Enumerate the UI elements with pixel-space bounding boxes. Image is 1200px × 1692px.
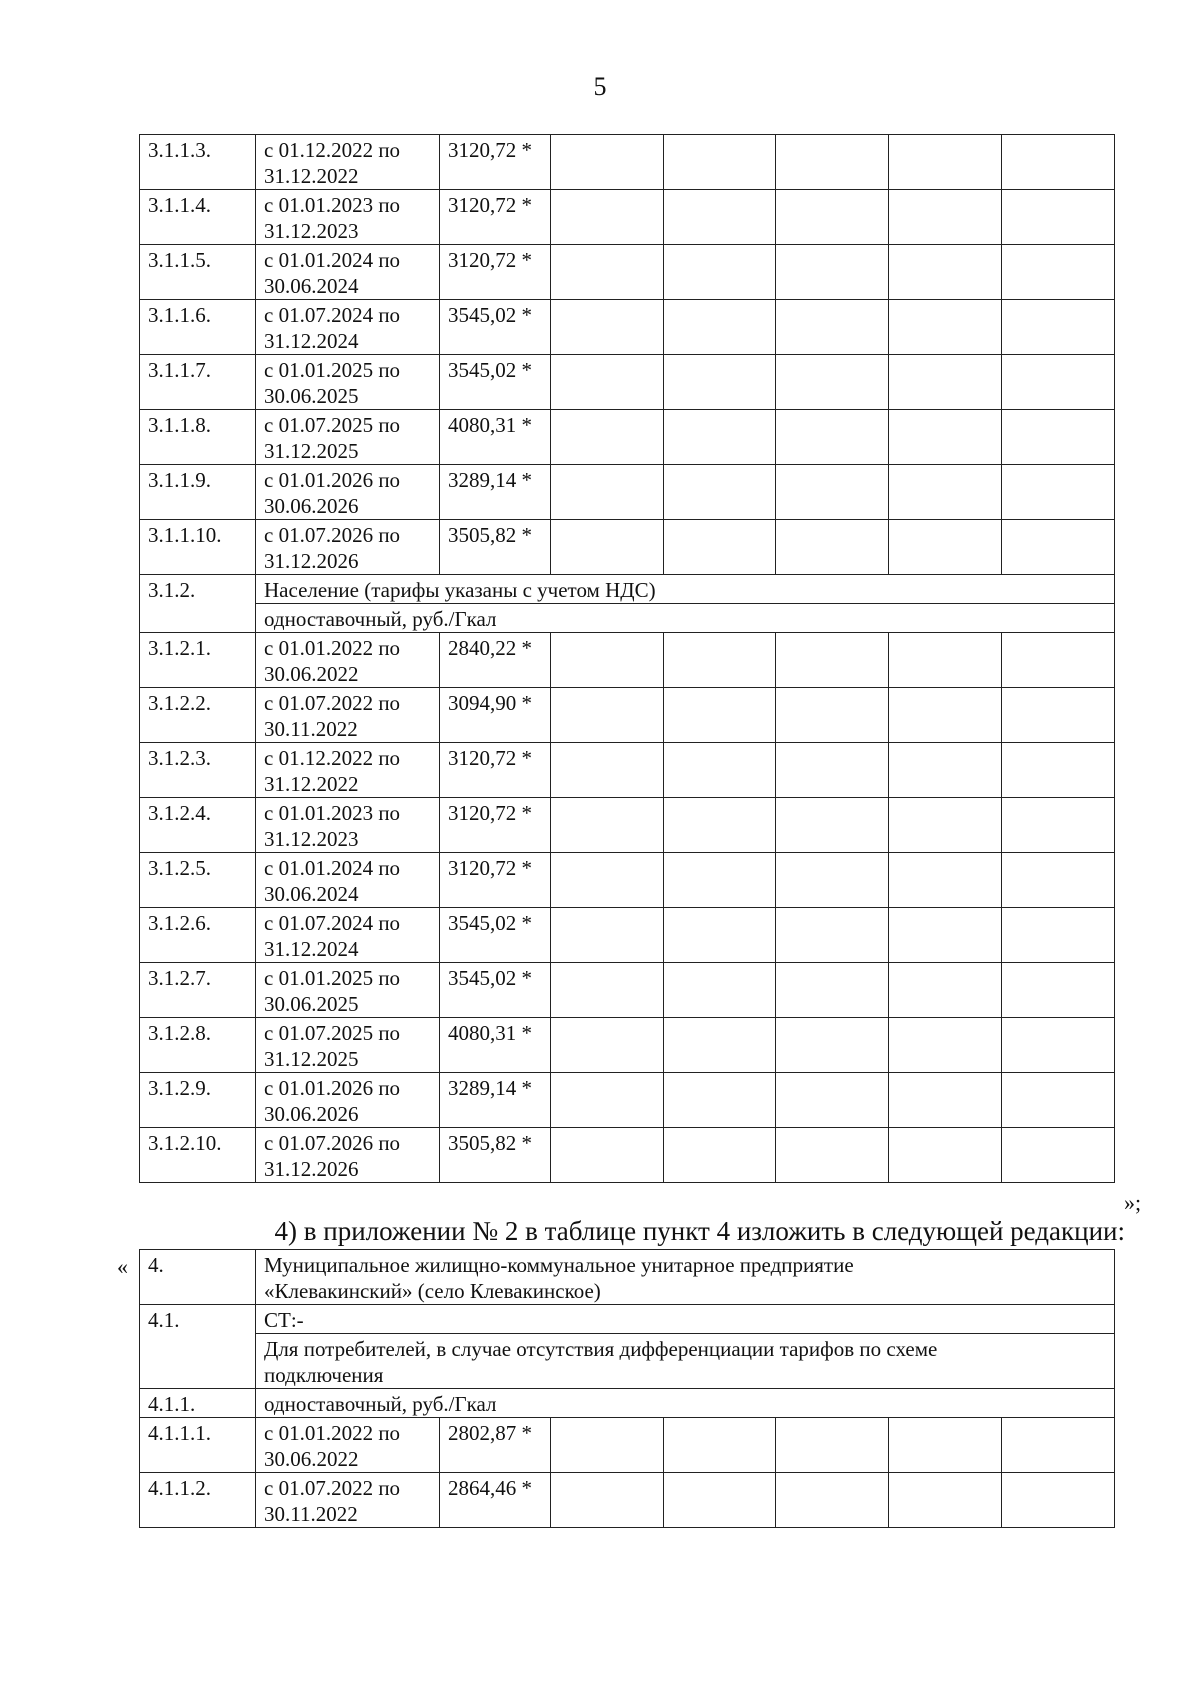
- empty-cell: [664, 135, 776, 190]
- empty-cell: [889, 355, 1002, 410]
- table-row: [140, 1073, 1115, 1128]
- empty-cell: [551, 190, 664, 245]
- tariff-value-cell: 3545,02 *: [440, 300, 551, 355]
- empty-cell: [1002, 1473, 1115, 1528]
- period-cell: с 01.12.2022 по 31.12.2022: [256, 135, 440, 190]
- period-cell: с 01.01.2024 по 30.06.2024: [256, 853, 440, 908]
- empty-cell: [889, 963, 1002, 1018]
- period-cell: с 01.07.2026 по 31.12.2026: [256, 520, 440, 575]
- empty-cell: [889, 798, 1002, 853]
- empty-cell: [551, 465, 664, 520]
- item-number-cell: 3.1.1.4.: [140, 190, 256, 245]
- table-row: [140, 410, 1115, 465]
- tariff-table-section-4: [139, 1249, 1115, 1528]
- tariff-value-cell: 2840,22 *: [440, 633, 551, 688]
- period-cell: с 01.01.2023 по 31.12.2023: [256, 798, 440, 853]
- period-cell: с 01.01.2022 по 30.06.2022: [256, 1418, 440, 1473]
- empty-cell: [551, 963, 664, 1018]
- tariff-value-cell: 4080,31 *: [440, 1018, 551, 1073]
- tariff-value-cell: 3505,82 *: [440, 520, 551, 575]
- table-row: [140, 575, 1115, 604]
- empty-cell: [551, 300, 664, 355]
- item-number-cell: 3.1.2.6.: [140, 908, 256, 963]
- tariff-value-cell: 3094,90 *: [440, 688, 551, 743]
- empty-cell: [1002, 410, 1115, 465]
- item-number-cell: 3.1.1.9.: [140, 465, 256, 520]
- empty-cell: [889, 1473, 1002, 1528]
- empty-cell: [776, 908, 889, 963]
- tariff-value-cell: 3289,14 *: [440, 465, 551, 520]
- item-number-cell: 3.1.2.1.: [140, 633, 256, 688]
- tariff-value-cell: 2864,46 *: [440, 1473, 551, 1528]
- empty-cell: [889, 1418, 1002, 1473]
- empty-cell: [664, 1473, 776, 1528]
- period-cell: с 01.01.2024 по 30.06.2024: [256, 245, 440, 300]
- empty-cell: [551, 245, 664, 300]
- empty-cell: [1002, 520, 1115, 575]
- item-number-cell: 4.1.: [140, 1305, 256, 1389]
- section-heading-cell: Муниципальное жилищно-коммунальное унитарное предприятие «Клевакинский» (село Клевакинское): [256, 1250, 1115, 1305]
- empty-cell: [1002, 465, 1115, 520]
- item-number-cell: 3.1.1.6.: [140, 300, 256, 355]
- empty-cell: [664, 853, 776, 908]
- table-row: [140, 1018, 1115, 1073]
- empty-cell: [551, 135, 664, 190]
- empty-cell: [664, 465, 776, 520]
- empty-cell: [776, 1018, 889, 1073]
- empty-cell: [551, 1018, 664, 1073]
- item-number-cell: 4.: [140, 1250, 256, 1305]
- item-number-cell: 3.1.2.4.: [140, 798, 256, 853]
- tariff-value-cell: 3545,02 *: [440, 355, 551, 410]
- period-cell: с 01.07.2024 по 31.12.2024: [256, 908, 440, 963]
- empty-cell: [551, 743, 664, 798]
- empty-cell: [1002, 1418, 1115, 1473]
- item-number-cell: 3.1.2.10.: [140, 1128, 256, 1183]
- item-number-cell: 3.1.1.5.: [140, 245, 256, 300]
- table-row: [140, 1334, 1115, 1389]
- table-row: [140, 465, 1115, 520]
- empty-cell: [776, 853, 889, 908]
- empty-cell: [889, 1073, 1002, 1128]
- empty-cell: [889, 1128, 1002, 1183]
- period-cell: с 01.01.2025 по 30.06.2025: [256, 355, 440, 410]
- table-row: [140, 300, 1115, 355]
- item-number-cell: 3.1.1.7.: [140, 355, 256, 410]
- table-row: [140, 633, 1115, 688]
- item-number-cell: 3.1.2.7.: [140, 963, 256, 1018]
- empty-cell: [551, 1473, 664, 1528]
- empty-cell: [1002, 245, 1115, 300]
- item-number-cell: 3.1.1.8.: [140, 410, 256, 465]
- empty-cell: [776, 245, 889, 300]
- table-row: [140, 963, 1115, 1018]
- empty-cell: [776, 465, 889, 520]
- table-row: [140, 1305, 1115, 1334]
- empty-cell: [551, 355, 664, 410]
- empty-cell: [664, 410, 776, 465]
- item-number-cell: 3.1.2.: [140, 575, 256, 633]
- empty-cell: [889, 190, 1002, 245]
- tariff-value-cell: 3120,72 *: [440, 245, 551, 300]
- period-cell: с 01.07.2022 по 30.11.2022: [256, 1473, 440, 1528]
- period-cell: с 01.07.2024 по 31.12.2024: [256, 300, 440, 355]
- empty-cell: [776, 1418, 889, 1473]
- period-cell: с 01.12.2022 по 31.12.2022: [256, 743, 440, 798]
- empty-cell: [664, 245, 776, 300]
- empty-cell: [776, 300, 889, 355]
- item-number-cell: 3.1.2.2.: [140, 688, 256, 743]
- empty-cell: [551, 1418, 664, 1473]
- empty-cell: [664, 1128, 776, 1183]
- empty-cell: [776, 1073, 889, 1128]
- period-cell: с 01.07.2025 по 31.12.2025: [256, 1018, 440, 1073]
- empty-cell: [664, 633, 776, 688]
- period-cell: с 01.01.2026 по 30.06.2026: [256, 1073, 440, 1128]
- table-row: [140, 1389, 1115, 1418]
- empty-cell: [776, 963, 889, 1018]
- item-number-cell: 4.1.1.2.: [140, 1473, 256, 1528]
- tariff-value-cell: 3289,14 *: [440, 1073, 551, 1128]
- empty-cell: [776, 1473, 889, 1528]
- item-number-cell: 4.1.1.: [140, 1389, 256, 1418]
- empty-cell: [776, 410, 889, 465]
- tariff-value-cell: 3120,72 *: [440, 190, 551, 245]
- empty-cell: [1002, 1128, 1115, 1183]
- empty-cell: [664, 908, 776, 963]
- opening-quote-mark: «: [117, 1254, 128, 1279]
- empty-cell: [889, 300, 1002, 355]
- tariff-value-cell: 3120,72 *: [440, 853, 551, 908]
- empty-cell: [1002, 908, 1115, 963]
- empty-cell: [664, 520, 776, 575]
- empty-cell: [664, 1418, 776, 1473]
- item-number-cell: 3.1.1.10.: [140, 520, 256, 575]
- tariff-value-cell: 3545,02 *: [440, 963, 551, 1018]
- empty-cell: [1002, 798, 1115, 853]
- table-row: [140, 688, 1115, 743]
- empty-cell: [1002, 1018, 1115, 1073]
- empty-cell: [551, 1128, 664, 1183]
- empty-cell: [889, 853, 1002, 908]
- empty-cell: [776, 633, 889, 688]
- empty-cell: [889, 465, 1002, 520]
- tariff-value-cell: 3120,72 *: [440, 135, 551, 190]
- empty-cell: [889, 135, 1002, 190]
- period-cell: с 01.07.2026 по 31.12.2026: [256, 1128, 440, 1183]
- item-number-cell: 3.1.1.3.: [140, 135, 256, 190]
- empty-cell: [889, 633, 1002, 688]
- empty-cell: [889, 743, 1002, 798]
- empty-cell: [551, 1073, 664, 1128]
- empty-cell: [1002, 853, 1115, 908]
- empty-cell: [889, 908, 1002, 963]
- empty-cell: [551, 908, 664, 963]
- empty-cell: [664, 300, 776, 355]
- item-number-cell: 3.1.2.9.: [140, 1073, 256, 1128]
- tariff-value-cell: 2802,87 *: [440, 1418, 551, 1473]
- empty-cell: [776, 743, 889, 798]
- period-cell: с 01.01.2026 по 30.06.2026: [256, 465, 440, 520]
- empty-cell: [889, 1018, 1002, 1073]
- empty-cell: [776, 688, 889, 743]
- empty-cell: [664, 1018, 776, 1073]
- empty-cell: [1002, 1073, 1115, 1128]
- empty-cell: [1002, 355, 1115, 410]
- empty-cell: [551, 798, 664, 853]
- empty-cell: [551, 633, 664, 688]
- section-heading-cell: СТ:-: [256, 1305, 1115, 1334]
- table-row: [140, 1128, 1115, 1183]
- empty-cell: [664, 355, 776, 410]
- empty-cell: [1002, 135, 1115, 190]
- item-number-cell: 3.1.2.8.: [140, 1018, 256, 1073]
- empty-cell: [551, 688, 664, 743]
- table-row: [140, 135, 1115, 190]
- section-heading-cell: одноставочный, руб./Гкал: [256, 1389, 1115, 1418]
- empty-cell: [776, 190, 889, 245]
- empty-cell: [776, 798, 889, 853]
- instruction-text: 4) в приложении № 2 в таблице пункт 4 изложить в следующей редакции:: [274, 1216, 1125, 1246]
- table-row: [140, 908, 1115, 963]
- table-row: [140, 743, 1115, 798]
- empty-cell: [889, 245, 1002, 300]
- empty-cell: [889, 520, 1002, 575]
- closing-quote-mark: »;: [1124, 1190, 1142, 1215]
- empty-cell: [551, 410, 664, 465]
- tariff-value-cell: 3120,72 *: [440, 743, 551, 798]
- empty-cell: [551, 520, 664, 575]
- item-number-cell: 4.1.1.1.: [140, 1418, 256, 1473]
- table-row: [140, 190, 1115, 245]
- empty-cell: [776, 355, 889, 410]
- empty-cell: [664, 798, 776, 853]
- empty-cell: [889, 688, 1002, 743]
- tariff-value-cell: 4080,31 *: [440, 410, 551, 465]
- table-row: [140, 245, 1115, 300]
- page-number: 5: [593, 72, 607, 101]
- empty-cell: [1002, 300, 1115, 355]
- period-cell: с 01.01.2023 по 31.12.2023: [256, 190, 440, 245]
- empty-cell: [1002, 743, 1115, 798]
- tariff-table-section-3: [139, 134, 1115, 1183]
- empty-cell: [664, 743, 776, 798]
- table-row: [140, 355, 1115, 410]
- table-row: [140, 1473, 1115, 1528]
- empty-cell: [776, 520, 889, 575]
- table-row: [140, 798, 1115, 853]
- section-heading-cell: Для потребителей, в случае отсутствия дифференциации тарифов по схеме подключения: [256, 1334, 1115, 1389]
- empty-cell: [1002, 633, 1115, 688]
- section-heading-cell: Население (тарифы указаны с учетом НДС): [256, 575, 1115, 604]
- empty-cell: [776, 1128, 889, 1183]
- table-row: [140, 604, 1115, 633]
- period-cell: с 01.01.2025 по 30.06.2025: [256, 963, 440, 1018]
- empty-cell: [664, 1073, 776, 1128]
- period-cell: с 01.01.2022 по 30.06.2022: [256, 633, 440, 688]
- period-cell: с 01.07.2025 по 31.12.2025: [256, 410, 440, 465]
- empty-cell: [664, 688, 776, 743]
- empty-cell: [1002, 190, 1115, 245]
- tariff-value-cell: 3545,02 *: [440, 908, 551, 963]
- empty-cell: [776, 135, 889, 190]
- empty-cell: [664, 190, 776, 245]
- empty-cell: [664, 963, 776, 1018]
- table-row: [140, 1250, 1115, 1305]
- empty-cell: [1002, 688, 1115, 743]
- tariff-value-cell: 3120,72 *: [440, 798, 551, 853]
- table-row: [140, 520, 1115, 575]
- tariff-value-cell: 3505,82 *: [440, 1128, 551, 1183]
- section-heading-cell: одноставочный, руб./Гкал: [256, 604, 1115, 633]
- table-row: [140, 853, 1115, 908]
- period-cell: с 01.07.2022 по 30.11.2022: [256, 688, 440, 743]
- empty-cell: [889, 410, 1002, 465]
- item-number-cell: 3.1.2.3.: [140, 743, 256, 798]
- item-number-cell: 3.1.2.5.: [140, 853, 256, 908]
- empty-cell: [551, 853, 664, 908]
- empty-cell: [1002, 963, 1115, 1018]
- table-row: [140, 1418, 1115, 1473]
